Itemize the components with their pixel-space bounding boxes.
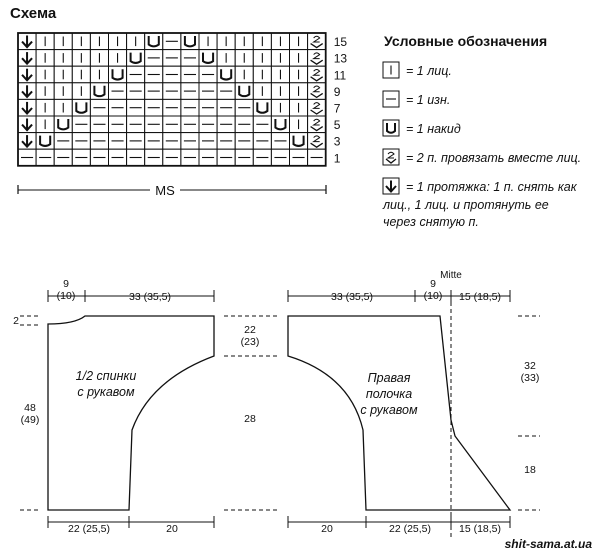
row-number: 1 (333, 151, 341, 166)
dim-mid-28: 28 (244, 413, 256, 425)
dim-top-left-33: 33 (35,5) (128, 291, 172, 303)
watermark: shit-sama.at.ua (504, 537, 592, 551)
legend (382, 62, 581, 229)
dim-left-2: 2 (13, 315, 19, 327)
row-number: 15 (333, 35, 348, 50)
dim-top-left-9: 9 (63, 278, 69, 290)
dim-right-32: 32 (524, 360, 536, 372)
ms-label: MS (155, 183, 175, 198)
dim-right-18: 18 (524, 464, 536, 476)
front-label-line2: полочка (365, 387, 413, 401)
row-number: 5 (333, 118, 341, 133)
front-label-line1: Правая (367, 371, 411, 385)
dim-top-right-9: 9 (430, 278, 436, 290)
row-number: 13 (333, 51, 348, 66)
legend-text: = 1 лиц. (406, 64, 452, 78)
row-number: 3 (333, 134, 341, 149)
dim-bottom-15: 15 (18,5) (458, 523, 502, 535)
dim-mid-22: 22 (244, 324, 256, 336)
dim-top-left-10: (10) (56, 290, 76, 302)
row-number: 7 (333, 101, 341, 116)
back-piece-outline (48, 316, 214, 510)
legend-title: Условные обозначения (384, 33, 548, 49)
back-label-line2: с рукавом (77, 385, 135, 399)
legend-text: = 1 изн. (406, 93, 451, 107)
dim-top-right-10: (10) (423, 290, 443, 302)
mitte-label: Mitte (440, 270, 462, 281)
legend-text-continued: через снятую п. (383, 215, 479, 229)
legend-text: = 1 накид (406, 122, 461, 136)
dim-top-right-15: 15 (18,5) (458, 291, 502, 303)
chart-title: Схема (10, 5, 57, 22)
dim-left-49: (49) (20, 414, 40, 426)
row-number: 11 (333, 68, 347, 83)
row-numbers (334, 35, 348, 165)
dim-left-48: 48 (24, 402, 36, 414)
front-label-line3: с рукавом (360, 403, 418, 417)
dim-bottom-22b: 22 (25,5) (388, 523, 432, 535)
knitting-chart-grid (18, 33, 326, 166)
back-label-line1: 1/2 спинки (75, 369, 137, 383)
dim-bottom-22a: 22 (25,5) (67, 523, 111, 535)
dim-top-right-33: 33 (35,5) (330, 291, 374, 303)
dim-bottom-20b: 20 (321, 523, 333, 535)
dim-mid-23: (23) (240, 336, 260, 348)
row-number: 9 (333, 84, 341, 99)
legend-text: = 1 протяжка: 1 п. снять как (406, 180, 577, 194)
dim-bottom-20a: 20 (166, 523, 178, 535)
dim-right-33: (33) (520, 372, 540, 384)
legend-text: = 2 п. провязать вместе лиц. (406, 151, 582, 165)
legend-text-continued: лиц., 1 лиц. и протянуть ее (383, 198, 549, 212)
